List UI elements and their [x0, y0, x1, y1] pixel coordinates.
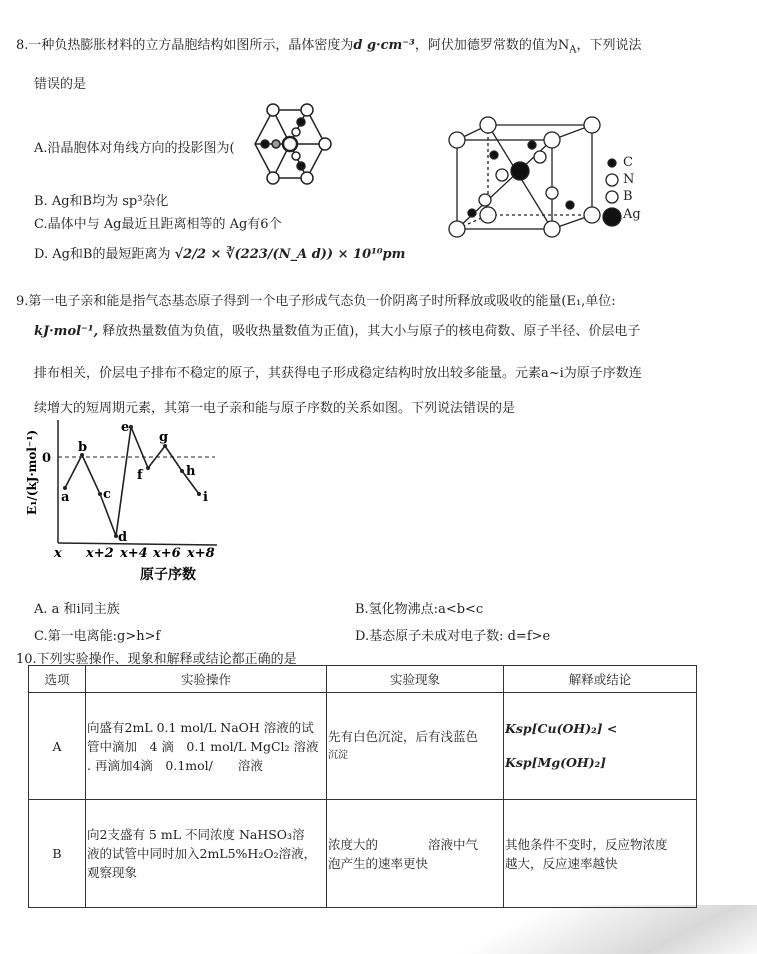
legend-c: C — [623, 155, 633, 170]
q8-stem-text2: ，阿伏加德罗常数的值为N — [414, 38, 570, 53]
q9-option-d: D.基态原子未成对电子数: d=f>e — [355, 629, 551, 644]
header-conclusion: 解释或结论 — [504, 666, 697, 693]
q8-option-d-text: D. Ag和B的最短距离为 — [34, 247, 171, 262]
table-header — [29, 666, 697, 693]
label-d: d — [118, 530, 128, 545]
x-tick-1: x+2 — [86, 546, 114, 561]
q9-line1: 9.第一电子亲和能是指气态基态原子得到一个电子形成气态负一价阴离子时所释放或吸收的能量(E₁,单位: — [16, 294, 616, 309]
distance-formula: √2/2 × ∛(223/(N_A d)) × 10¹⁰pm — [174, 247, 406, 262]
unit: kJ·mol⁻¹, — [34, 324, 99, 339]
x-axis-label: 原子序数 — [140, 567, 196, 583]
label-g: g — [159, 430, 169, 445]
conclusion-line: Ksp[Mg(OH)₂] — [505, 755, 607, 770]
conclusion-line: 越大，反应速率越快 — [505, 855, 618, 871]
q8-option-a: A.沿晶胞体对角线方向的投影图为( — [34, 141, 235, 156]
x-tick-2: x+4 — [120, 546, 148, 561]
point-c — [98, 492, 102, 496]
point-h — [180, 469, 184, 473]
row-phenomenon — [327, 693, 504, 800]
q8-sub: A — [569, 44, 577, 56]
row-option: A — [29, 693, 86, 800]
point-e — [129, 425, 133, 429]
row-conclusion — [504, 800, 697, 908]
label-c: c — [103, 487, 111, 502]
label-i: i — [203, 490, 208, 505]
label-e: e — [121, 420, 130, 435]
y-tick-0: 0 — [42, 451, 52, 466]
point-f — [146, 466, 150, 470]
q8-stem-text3: ，下列说法 — [576, 38, 642, 53]
q9-line2-text: 释放热量数值为负值，吸收热量数值为正值)，其大小与原子的核电荷数、原子半径、价层电子 — [98, 324, 641, 339]
q9-option-b: B.氢化物沸点:a<b<c — [355, 602, 484, 617]
op-line: 观察现象 — [87, 865, 138, 880]
op-line: 管中滴加 4 滴 0.1 mol/L MgCl₂ 溶液 — [87, 738, 319, 754]
q9-option-a: A. a 和i同主族 — [34, 602, 120, 617]
label-f: f — [137, 468, 143, 483]
op-line: . 再滴加4滴 0.1mol/ 溶液 — [87, 757, 263, 773]
point-i — [197, 492, 201, 496]
row-operation — [86, 800, 327, 908]
x-tick-0: x — [54, 546, 62, 561]
header-phenomenon: 实验现象 — [327, 666, 504, 693]
x-axis — [58, 543, 217, 545]
q8-option-b: B. Ag和B均为 sp³杂化 — [34, 194, 169, 209]
q9-line2 — [34, 320, 640, 339]
page-shadow — [366, 905, 757, 954]
q9-line4: 续增大的短周期元素，其第一电子亲和能与原子序数的关系如图。下列说法错误的是 — [34, 401, 516, 416]
table-row — [29, 693, 697, 800]
legend-n: N — [623, 172, 635, 187]
electron-affinity-chart — [10, 415, 230, 590]
ph-line: 沉淀 — [328, 750, 348, 761]
label-h: h — [186, 464, 196, 479]
q9-option-c: C.第一电离能:g>h>f — [34, 629, 161, 644]
conclusion-line: Ksp[Cu(OH)₂] < — [505, 721, 618, 736]
row-conclusion — [504, 693, 697, 800]
row-operation — [86, 693, 327, 800]
ph-line: 浓度大的 溶液中气 — [328, 836, 479, 852]
ph-line: 先有白色沉淀，后有浅蓝色 — [328, 729, 479, 744]
y-axis-label: E₁/(kJ·mol⁻¹) — [25, 429, 39, 515]
row-option: B — [29, 800, 86, 908]
label-a: a — [61, 490, 70, 505]
density-formula: d g·cm⁻³ — [353, 38, 415, 53]
projection-diagram — [245, 100, 335, 190]
header-option: 选项 — [29, 666, 86, 693]
ph-line: 泡产生的速率更快 — [328, 855, 429, 871]
x-tick-3: x+6 — [153, 546, 181, 561]
conclusion-line: 其他条件不变时，反应物浓度 — [505, 836, 668, 852]
q8-stem-text: 8.一种负热膨胀材料的立方晶胞结构如图所示，晶体密度为 — [16, 38, 354, 53]
x-tick-4: x+8 — [187, 546, 215, 561]
table-row — [29, 800, 697, 908]
q8-option-d — [34, 243, 405, 262]
q8-stem — [16, 34, 642, 56]
op-line: 向盛有2mL 0.1 mol/L NaOH 溶液的试 — [87, 719, 314, 735]
q10-stem: 10.下列实验操作、现象和解释或结论都正确的是 — [16, 652, 297, 667]
legend-ag: Ag — [623, 207, 641, 222]
header-operation: 实验操作 — [86, 666, 327, 693]
label-b: b — [78, 440, 88, 455]
op-line: 向2支盛有 5 mL 不同浓度 NaHSO₃溶 — [87, 827, 305, 842]
op-line: 液的试管中同时加入2mL5%H₂O₂溶液， — [87, 846, 317, 861]
q8-stem-line2: 错误的是 — [34, 77, 87, 92]
row-phenomenon — [327, 800, 504, 908]
legend-b: B — [623, 189, 633, 204]
experiment-table — [28, 665, 697, 908]
q8-option-c: C.晶体中与 Ag最近且距离相等的 Ag有6个 — [34, 217, 282, 232]
q9-line3: 排布相关，价层电子排布不稳定的原子，其获得电子形成稳定结构时放出较多能量。元素a~i为原子序数连 — [34, 366, 642, 381]
